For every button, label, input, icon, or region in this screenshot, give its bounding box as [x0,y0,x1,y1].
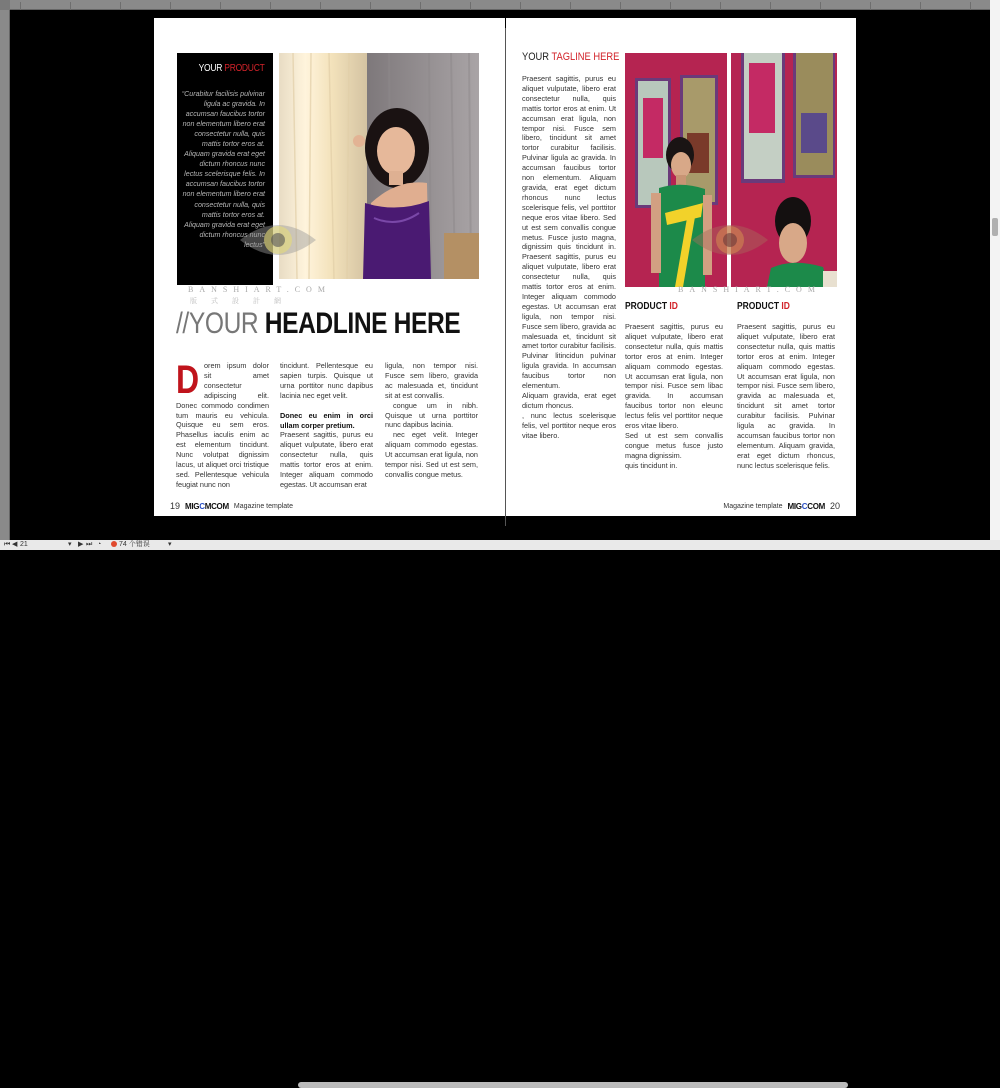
errors-dropdown-icon[interactable]: ▾ [168,541,172,548]
pull-quote: “Curabitur facilisis pulvinar ligula ac gravida. In accumsan faucibus tortor non elementum libero erat consectetur nulla, quis mattis tortor eros at. Aliquam gravida erat eget dictum rhoncus nunc lectus scelerisque felis. In accumsan faucibus tortor non elementum libero erat consectetur nulla, quis mattis tortor eros at. Aliquam gravida erat eget dictum rhoncus nunc lectus” [181,90,265,249]
vertical-ruler[interactable] [0,10,10,540]
last-page-button[interactable]: ⏭ [86,541,93,548]
tagline [522,51,619,63]
product-2-title: PRODUCT ID [737,301,790,312]
ruler-tick [220,2,221,10]
ruler-tick [570,2,571,10]
column-3-paragraph: nec eget velit. Integer aliquam commodo egestas. Ut accumsan erat ligula, non tempor nisi. Sed ut est sem, convallis congue metus. [385,430,478,479]
column-2-paragraph: tincidunt. Pellentesque eu sapien turpis. Quisque ut urna porttitor nunc dapibus lacinia nec eget velit. [280,361,373,400]
body-column-1 [176,358,269,490]
body-column-3 [385,361,478,480]
page-number-field[interactable]: 21 [20,541,28,548]
watermark-site: BANSHIART.COM [678,285,821,294]
tagline-prefix: YOUR [522,51,552,63]
page-footer-right [723,501,840,511]
body-paragraph: Praesent sagittis, purus eu aliquet vulputate, libero erat consectetur nulla, quis mattis tortor eros at enim. Ut accumsan erat ligula, non tempor nisi. Fusce sem libero, tincidunt sit amet tortor curabitur facilisis. Pulvinar ligula ac gravida. In accumsan faucibus tortor non elementum. Aliquam gravida, erat eget dictum rhoncus nunc lectus scelerisque felis, vel porttitor neque eros vitae libero. Sed ut est sem convallis congue metus. Fusce justo magna, dignissim quis tincidunt in. Praesent sagittis, purus eu aliquet vulputate, libero erat consectetur nulla, quis mattis tortor eros at enim. Integer aliquam commodo egestas. Ut accumsan erat ligula, non tempor nisi. Fusce sem libero, gravida ac malesuada et, tincidunt sit amet tortor curabitur facilisis. Pulvinar litincidun pulvinar ligula gravida. In accumsan faucibus tortor non elementum. [522,74,616,391]
watermark-cn: 版式設計網 [190,298,295,305]
ruler-tick [870,2,871,10]
horizontal-ruler[interactable] [0,0,990,10]
ruler-tick [170,2,171,10]
ruler-tick [120,2,121,10]
ruler-tick [20,2,21,10]
column-1-text: orem ipsum dolor sit amet consectetur adipiscing elit. Donec commodo condimen tum mauris eu vehicula. Quisque eu sem eros. Phasellus iaculis enim ac est elementum tincidunt. Nunc volutpat dignissim lacus, ut aliquet orci tristique sed. Pellentesque vehicula feugiat nunc non [176,361,269,489]
product-paragraph: Praesent sagittis, purus eu aliquet vulputate, libero erat consectetur nulla, quis mattis tortor eros at enim. Integer aliquam commodo egestas. Ut accumsan erat ligula, non tempor nisi. Fusce sem libero, gravida ac malesuada et, tincidunt sit amet tortor curabitur facilisis. Pulvinar ligula ac gravida. In accumsan faucibus tortor non elementum. Aliquam gravida, erat eget dictum rhoncus, nunc lectus scelerisque felis. [737,322,835,470]
page-headline [176,308,460,340]
error-status-icon [111,541,117,547]
page-19 [154,18,505,516]
product-paragraph: Praesent sagittis, purus eu aliquet vulputate, libero erat consectetur nulla, quis mattis tortor eros at enim. Integer aliquam commodo egestas. Ut accumsan erat ligula, non tempor nisi. Fusce sem libac gravida. In accumsan faucibus tortor non eleunc lectus felis vel porttitor neque eros vitae libero. [625,322,723,431]
ruler-tick [370,2,371,10]
title-prefix: YOUR [199,63,225,74]
next-page-button[interactable]: ▶ [78,541,84,548]
body-paragraph: Aliquam gravida, erat eget dictum rhoncus. [522,391,616,410]
ruler-tick [620,2,621,10]
watermark-site: BANSHIART.COM [188,285,331,294]
brand-logo: MIGCCOM [787,501,825,511]
ruler-tick [420,2,421,10]
errors-label: 74 个错误 [119,541,150,548]
preflight-icon[interactable]: ◔ [97,541,102,548]
vertical-scroll-thumb[interactable] [992,218,998,236]
horizontal-scrollbar[interactable] [298,1082,848,1088]
ruler-origin[interactable] [0,0,10,10]
page-20 [506,18,856,516]
ruler-tick [770,2,771,10]
column-3-paragraph: ligula, non tempor nisi. Fusce sem libero, gravida ac malesuada et, tincidunt sit at est convallis. [385,361,478,400]
page-number: 19 [170,501,181,511]
status-bar [0,540,1000,550]
first-page-button[interactable]: ⏮ [4,541,11,548]
product-box-title [199,63,265,74]
preflight-errors[interactable] [111,540,150,550]
brand-logo: MIGCMCOM [185,501,229,511]
ruler-tick [70,2,71,10]
watermark-eye-icon [690,210,770,270]
product-1-title: PRODUCT ID [625,301,678,312]
title-accent: PRODUCT [224,63,265,74]
document-canvas [10,10,990,540]
body-paragraph: , nunc lectus scelerisque felis, vel porttitor neque eros vitae libero. [522,410,616,440]
footer-label: Magazine template [723,502,783,510]
ruler-tick [720,2,721,10]
body-column-2 [280,361,373,490]
headline-bold: HEADLINE HERE [264,307,461,340]
ruler-tick [470,2,471,10]
page-footer-left [170,501,293,511]
product-paragraph: quis tincidunt in. [625,460,678,470]
ruler-tick [320,2,321,10]
page-number: 20 [829,501,840,511]
headline-light: //YOUR [176,307,265,340]
column-2-subheading: Donec eu enim in orci ullam corper pretium. [280,410,373,430]
product-2-description [737,322,835,471]
tagline-accent: TAGLINE HERE [551,51,620,63]
vertical-scrollbar[interactable] [990,0,1000,540]
column-3-paragraph: congue um in nibh. Quisque ut urna porttitor nunc dapibus lacinia. [385,400,478,430]
ruler-tick [920,2,921,10]
footer-label: Magazine template [233,502,294,510]
ruler-tick [670,2,671,10]
prev-page-button[interactable]: ◀ [12,541,18,548]
ruler-tick [820,2,821,10]
ruler-tick [270,2,271,10]
right-body-column [522,74,616,441]
ruler-tick [970,2,971,10]
page-dropdown-icon[interactable]: ▾ [68,541,72,548]
ruler-tick [520,2,521,10]
product-paragraph: Sed ut est sem convallis congue metus fusce justo magna dignissim. [625,430,723,460]
watermark-eye-icon [238,210,318,270]
product-1-description [625,322,723,471]
drop-cap: D [176,358,200,402]
column-2-paragraph: Praesent sagittis, purus eu aliquet vulputate, libero erat consectetur nulla, quis mattis tortor eros at enim. Integer aliquam commodo egestas. Ut accumsan erat [280,430,373,489]
